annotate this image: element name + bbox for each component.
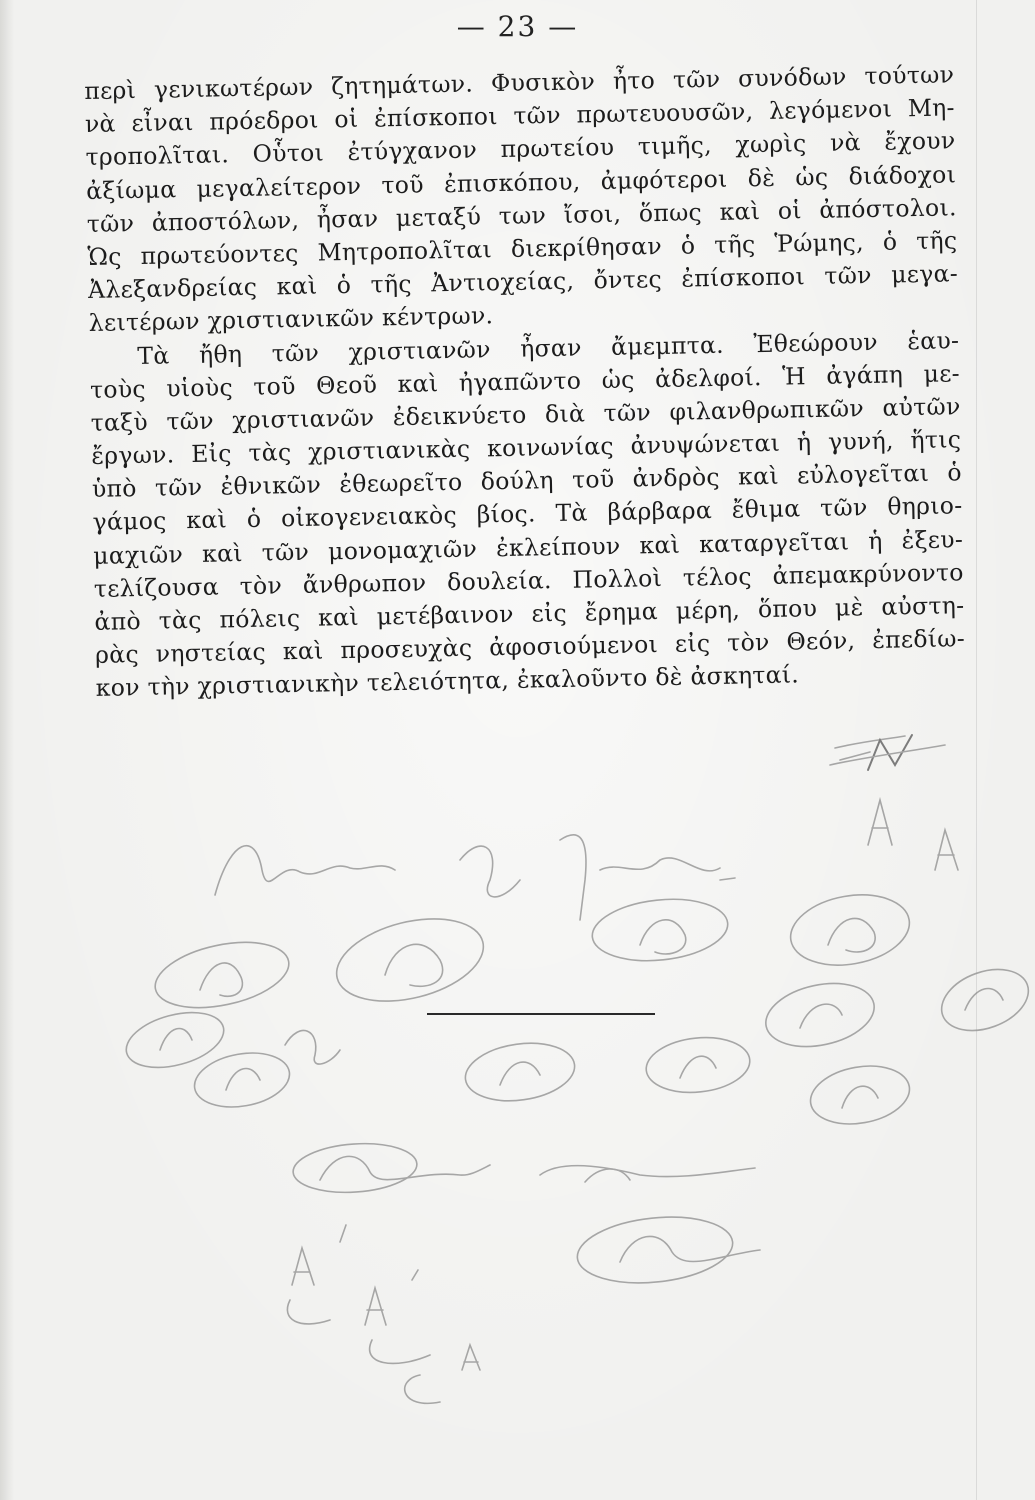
text-line: ὑπὸ τῶν ἐθνικῶν ἐθεωρεῖτο δούλη τοῦ ἀνδρὸς καὶ εὐλογεῖται ὁ [91, 458, 963, 504]
text-line: νὰ εἶναι πρόεδροι οἱ ἐπίσκοποι τῶν πρωτευουσῶν, λεγόμενοι Μη- [84, 93, 956, 139]
text-line: τῶν ἀποστόλων, ἦσαν μεταξύ των ἴσοι, ὅπως καὶ οἱ ἀπόστολοι. [86, 193, 957, 238]
text-line: λειτέρων χριστιανικῶν κέντρων. [88, 301, 494, 338]
body-text [84, 58, 966, 705]
text-line: περὶ γενικωτέρων ζητημάτων. Φυσικὸν ἦτο τῶν συνόδων τούτων [84, 60, 955, 105]
text-line: Ἀλεξανδρείας καὶ ὁ τῆς Ἀντιοχείας, ὄντες ἐπίσκοποι τῶν μεγα- [87, 259, 959, 305]
section-divider-rule [427, 1013, 655, 1015]
margin-guide-line [976, 0, 977, 1500]
paragraph-first-line: Τὰ ἤθη τῶν χριστιανῶν ἦσαν ἄμεμπτα. Ἐθεώρουν ἑαυ- [137, 325, 960, 370]
text-line: ἀξίωμα μεγαλείτερον τοῦ ἐπισκόπου, ἀμφότεροι δὲ ὡς διάδοχοι [85, 159, 957, 205]
text-line: κον τὴν χριστιανικὴν τελειότητα, ἐκαλοῦντο δὲ ἀσκηταί. [95, 660, 800, 703]
text-line: Ὡς πρωτεύοντες Μητροπολῖται διεκρίθησαν ὁ τῆς Ῥώμης, ὁ τῆς [87, 226, 958, 271]
text-line: μαχιῶν καὶ τῶν μονομαχιῶν ἐκλείπουν καὶ καταργεῖται ἡ ἐξευ- [92, 524, 964, 570]
text-line: γάμος καὶ ὁ οἰκογενειακὸς βίος. Τὰ βάρβαρα ἔθιμα τῶν θηριο- [92, 491, 963, 537]
text-line: τελίζουσα τὸν ἄνθρωπον δουλεία. Πολλοὶ τέλος ἀπεμακρύνοντο [93, 558, 964, 603]
text-line: ἀπὸ τὰς πόλεις καὶ μετέβαινον εἰς ἔρημα μέρη, ὅπου μὲ αὐστη- [94, 591, 965, 636]
text-line: ρὰς νηστείας καὶ προσευχὰς ἀφοσιούμενοι εἰς τὸν Θεόν, ἐπεδίω- [94, 624, 966, 670]
text-line: ἔργων. Εἰς τὰς χριστιανικὰς κοινωνίας ἀνυψώνεται ἡ γυνή, ἥτις [91, 425, 962, 470]
text-line: τροπολῖται. Οὗτοι ἐτύγχανον πρωτείου τιμῆς, χωρὶς νὰ ἔχουν [85, 126, 956, 172]
page-number: — 23 — [456, 10, 579, 43]
page-edge-shadow [0, 0, 14, 1500]
text-line: τοὺς υἱοὺς τοῦ Θεοῦ καὶ ἠγαπῶντο ὡς ἀδελφοί. Ἡ ἀγάπη με- [89, 358, 961, 404]
text-line: ταξὺ τῶν χριστιανῶν ἐδεικνύετο διὰ τῶν φιλανθρωπικῶν αὐτῶν [90, 392, 961, 437]
